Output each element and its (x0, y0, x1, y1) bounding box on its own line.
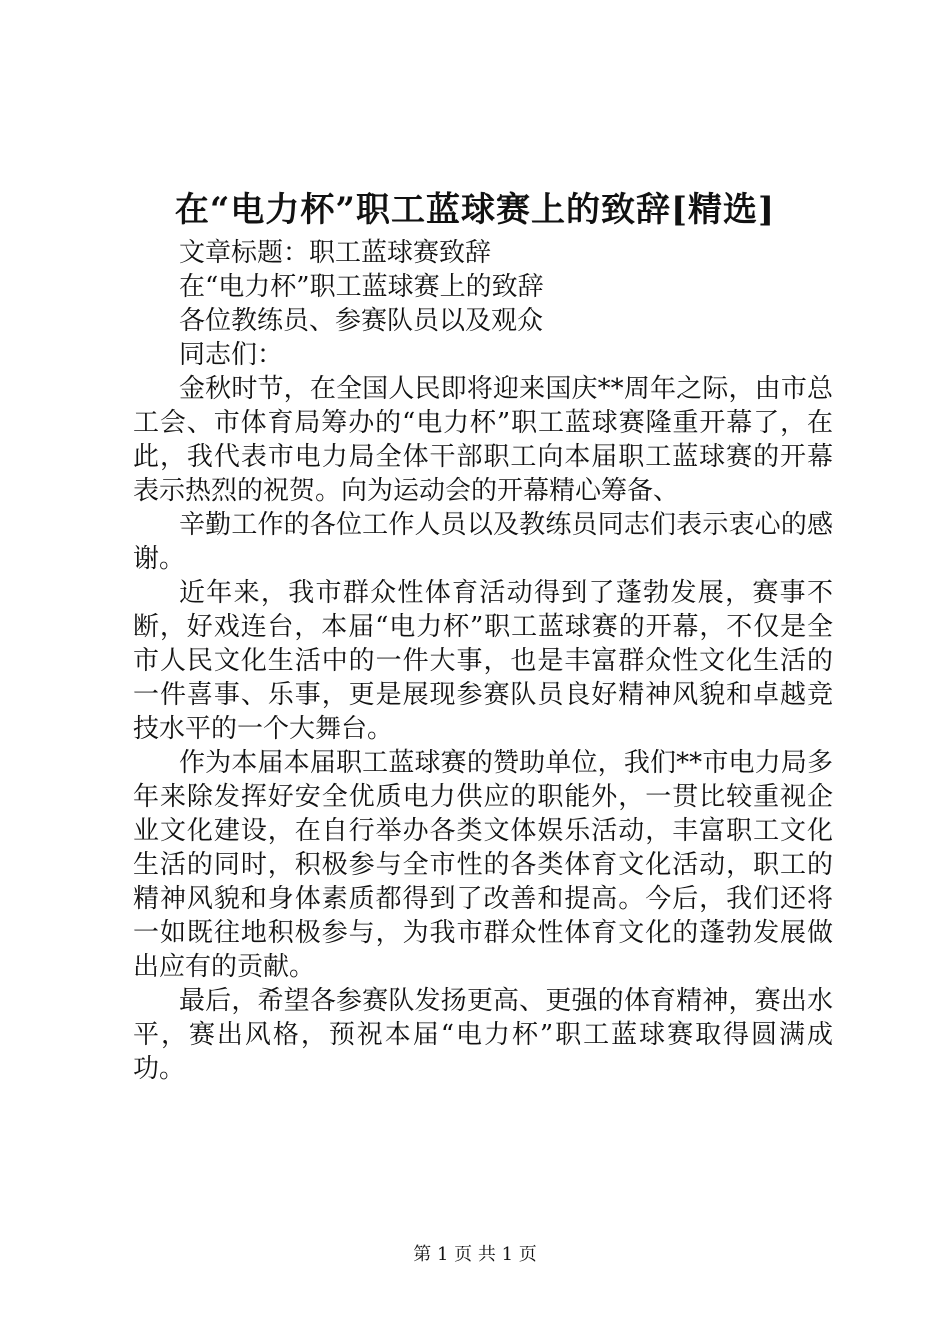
paragraph-5: 最后，希望各参赛队发扬更高、更强的体育精神，赛出水平，赛出风格，预祝本届“电力杯”职工蓝球赛取得圆满成功。 (133, 986, 833, 1084)
salutation-comrades-line: 同志们： (179, 340, 284, 370)
page-footer: 第 1 页 共 1 页 (413, 1244, 537, 1265)
paragraph-2: 辛勤工作的各位工作人员以及教练员同志们表示衷心的感谢。 (133, 510, 833, 574)
paragraph-1: 金秋时节，在全国人民即将迎来国庆**周年之际，由市总工会、市体育局筹办的“电力杯”职工蓝球赛隆重开幕了，在此，我代表市电力局全体干部职工向本届职工蓝球赛的开幕表示热烈的祝贺。向为运动会的开幕精心筹备、 (133, 374, 833, 506)
paragraph-4: 作为本届本届职工蓝球赛的赞助单位，我们**市电力局多年来除发挥好安全优质电力供应的职能外，一贯比较重视企业文化建设，在自行举办各类文体娱乐活动，丰富职工文化生活的同时，积极参与全市性的各类体育文化活动，职工的精神风貌和身体素质都得到了改善和提高。今后，我们还将一如既往地积极参与，为我市群众性体育文化的蓬勃发展做出应有的贡献。 (133, 748, 833, 982)
speech-title-line: 在“电力杯”职工蓝球赛上的致辞 (179, 272, 544, 302)
article-title-line: 文章标题：职工蓝球赛致辞 (179, 238, 492, 268)
salutation-line: 各位教练员、参赛队员以及观众 (179, 306, 544, 336)
paragraph-3: 近年来，我市群众性体育活动得到了蓬勃发展，赛事不断，好戏连台，本届“电力杯”职工蓝球赛的开幕，不仅是全市人民文化生活中的一件大事，也是丰富群众性文化生活的一件喜事、乐事，更是展现参赛队员良好精神风貌和卓越竞技水平的一个大舞台。 (133, 578, 833, 744)
document-title: 在“电力杯”职工蓝球赛上的致辞[精选] (174, 190, 776, 230)
document-body (133, 236, 833, 1086)
